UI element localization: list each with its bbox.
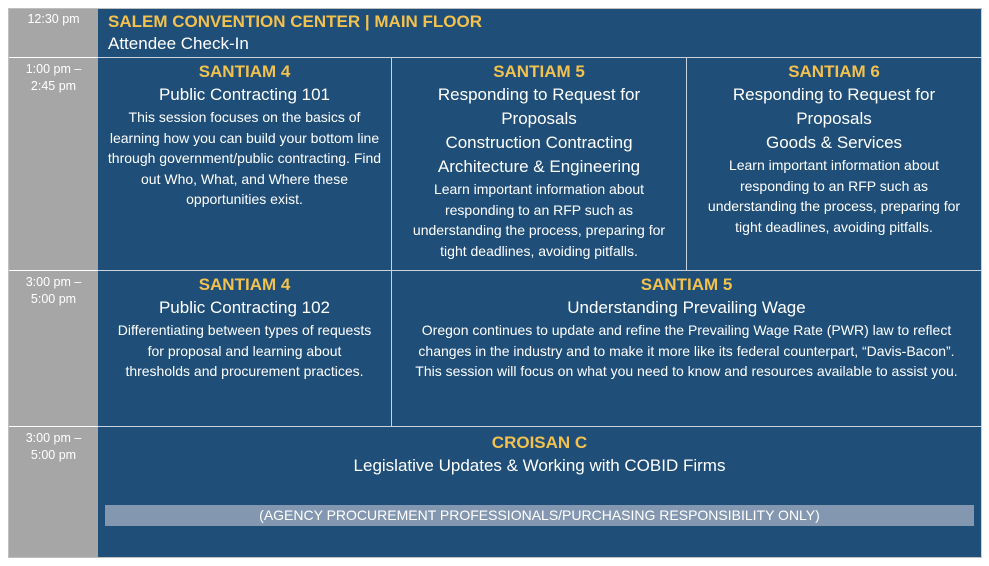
room-label: SANTIAM 5 xyxy=(493,62,585,81)
time-cell xyxy=(9,271,98,427)
time-label: 3:00 pm – xyxy=(25,431,82,445)
room-label: SANTIAM 4 xyxy=(198,275,291,294)
session-cell-croisan xyxy=(98,427,982,557)
session-cell-santiam5 xyxy=(392,271,982,427)
time-cell xyxy=(9,427,98,557)
time-label: 1:00 pm – xyxy=(25,62,82,76)
session-cell-santiam6 xyxy=(687,58,982,271)
room-label: SANTIAM 4 xyxy=(198,62,291,81)
session-description: Learn important information about responding to an RFP such as understanding the process, preparing for tight deadlines, avoiding pitfalls. xyxy=(707,157,961,235)
time-label: 5:00 pm xyxy=(30,448,77,462)
session-description: Differentiating between types of requests for proposal and learning about thresholds and procurement practices. xyxy=(117,322,372,379)
session-cell-santiam4 xyxy=(98,58,392,271)
session-cell-santiam5 xyxy=(392,58,687,271)
room-label: SANTIAM 5 xyxy=(640,275,733,294)
session-title: Legislative Updates & Working with COBID Firms xyxy=(353,456,726,475)
session-description: This session focuses on the basics of learning how you can build your bottom line through government/public contracting. Find out Who, What, and Where these opportunities exist. xyxy=(107,109,382,207)
session-title: Public Contracting 102 xyxy=(158,298,331,317)
time-label: 3:00 pm – xyxy=(25,275,82,289)
session-cell-checkin xyxy=(98,9,982,58)
session-description: Learn important information about responding to an RFP such as understanding the process, preparing for tight deadlines, avoiding pitfalls. xyxy=(412,181,666,259)
time-label: 2:45 pm xyxy=(30,79,77,93)
session-subtitle: Goods & Services xyxy=(765,133,903,152)
session-title: Responding to Request for Proposals xyxy=(437,85,641,128)
session-cell-santiam4 xyxy=(98,271,392,427)
time-label: 5:00 pm xyxy=(30,292,77,306)
venue-title: SALEM CONVENTION CENTER | MAIN FLOOR xyxy=(108,12,483,31)
session-title: Attendee Check-In xyxy=(108,34,249,53)
time-label: 12:30 pm xyxy=(27,12,80,26)
session-title: Understanding Prevailing Wage xyxy=(567,298,806,317)
room-label: CROISAN C xyxy=(491,433,588,452)
session-title: Public Contracting 101 xyxy=(158,85,331,104)
time-cell xyxy=(9,58,98,271)
session-subtitle: Construction Contracting xyxy=(445,133,633,152)
session-subtitle: Architecture & Engineering xyxy=(437,157,641,176)
agenda-table xyxy=(8,8,982,558)
audience-banner: (AGENCY PROCUREMENT PROFESSIONALS/PURCHASING RESPONSIBILITY ONLY) xyxy=(105,505,974,526)
time-cell xyxy=(9,9,98,58)
room-label: SANTIAM 6 xyxy=(788,62,880,81)
session-title: Responding to Request for Proposals xyxy=(732,85,936,128)
session-description: Oregon continues to update and refine the Prevailing Wage Rate (PWR) law to reflect changes in the industry and to make it more like its federal counterpart, “Davis-Bacon”. This session will focus on what you need to know and resources available to assist you. xyxy=(415,322,958,379)
